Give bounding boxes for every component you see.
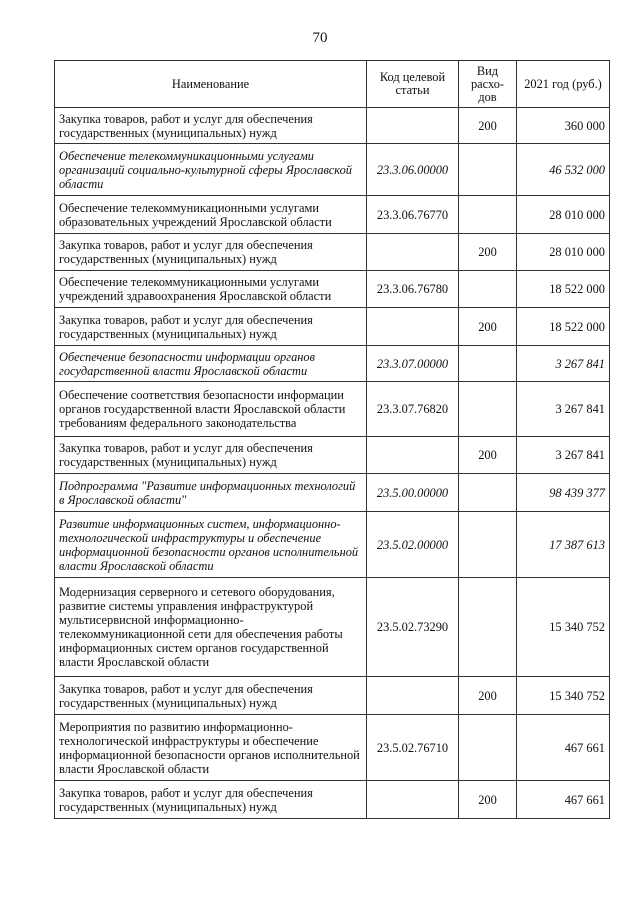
- table-row: [55, 196, 610, 234]
- cell-type: 200: [459, 308, 517, 346]
- cell-code: [367, 677, 459, 715]
- cell-code: [367, 234, 459, 271]
- cell-code: 23.3.07.00000: [367, 346, 459, 382]
- table-row: [55, 715, 610, 781]
- table-row: [55, 271, 610, 308]
- cell-amount: 98 439 377: [517, 474, 610, 512]
- cell-code: 23.5.02.76710: [367, 715, 459, 781]
- cell-name: Закупка товаров, работ и услуг для обеспечения государственных (муниципальных) нужд: [55, 234, 367, 271]
- cell-amount: 46 532 000: [517, 144, 610, 196]
- cell-type: [459, 271, 517, 308]
- cell-name: Подпрограмма "Развитие информационных технологий в Ярославской области": [55, 474, 367, 512]
- cell-name: Мероприятия по развитию информационно-технологической инфраструктуры и обеспечение информационной безопасности органов исполнительной власти Ярославской области: [55, 715, 367, 781]
- table-row: [55, 108, 610, 144]
- cell-type: [459, 578, 517, 677]
- cell-amount: 18 522 000: [517, 271, 610, 308]
- table-row: [55, 677, 610, 715]
- table-body: [55, 108, 610, 819]
- cell-code: [367, 781, 459, 819]
- cell-name: Обеспечение телекоммуникационными услугами учреждений здравоохранения Ярославской области: [55, 271, 367, 308]
- cell-code: 23.3.06.76770: [367, 196, 459, 234]
- cell-code: [367, 108, 459, 144]
- cell-type: [459, 382, 517, 437]
- cell-type: [459, 512, 517, 578]
- cell-amount: 15 340 752: [517, 578, 610, 677]
- cell-amount: 17 387 613: [517, 512, 610, 578]
- table-row: [55, 234, 610, 271]
- page-number: 70: [312, 30, 328, 46]
- cell-amount: 3 267 841: [517, 346, 610, 382]
- cell-code: 23.3.06.76780: [367, 271, 459, 308]
- header-code-label: Код целевой статьи: [379, 70, 446, 97]
- cell-name: Модернизация серверного и сетевого оборудования, развитие системы управления инфраструктурой мультисервисной информационно-телекоммуникационной сети для обеспечения работы информационных систем органов государственной власти Ярославской области: [55, 578, 367, 677]
- table-row: [55, 382, 610, 437]
- header-code: [367, 61, 459, 108]
- table-row: [55, 437, 610, 474]
- cell-amount: 28 010 000: [517, 196, 610, 234]
- header-name: Наименование: [55, 61, 367, 108]
- cell-name: Обеспечение соответствия безопасности информации органов государственной власти Ярославской области требованиям федерального законодательства: [55, 382, 367, 437]
- cell-name: Закупка товаров, работ и услуг для обеспечения государственных (муниципальных) нужд: [55, 677, 367, 715]
- header-row: [55, 61, 610, 108]
- cell-type: [459, 715, 517, 781]
- cell-name: Обеспечение телекоммуникационными услугами организаций социально-культурной сферы Ярославской области: [55, 144, 367, 196]
- cell-amount: 15 340 752: [517, 677, 610, 715]
- cell-type: 200: [459, 234, 517, 271]
- cell-code: 23.5.02.00000: [367, 512, 459, 578]
- cell-amount: 467 661: [517, 781, 610, 819]
- cell-type: 200: [459, 677, 517, 715]
- cell-type: 200: [459, 108, 517, 144]
- header-type-label: Вид расхо-дов: [470, 63, 505, 104]
- cell-code: 23.5.00.00000: [367, 474, 459, 512]
- table-row: [55, 308, 610, 346]
- cell-code: [367, 437, 459, 474]
- cell-name: Закупка товаров, работ и услуг для обеспечения государственных (муниципальных) нужд: [55, 437, 367, 474]
- cell-type: [459, 474, 517, 512]
- cell-amount: 467 661: [517, 715, 610, 781]
- cell-type: [459, 346, 517, 382]
- cell-name: Закупка товаров, работ и услуг для обеспечения государственных (муниципальных) нужд: [55, 781, 367, 819]
- cell-type: [459, 144, 517, 196]
- cell-name: Закупка товаров, работ и услуг для обеспечения государственных (муниципальных) нужд: [55, 308, 367, 346]
- table-row: [55, 781, 610, 819]
- cell-type: 200: [459, 781, 517, 819]
- cell-type: [459, 196, 517, 234]
- cell-code: [367, 308, 459, 346]
- budget-table: [54, 60, 610, 819]
- cell-type: 200: [459, 437, 517, 474]
- table-row: [55, 512, 610, 578]
- table-row: [55, 144, 610, 196]
- header-type: [459, 61, 517, 108]
- header-amount: 2021 год (руб.): [517, 61, 610, 108]
- table-row: [55, 346, 610, 382]
- cell-amount: 18 522 000: [517, 308, 610, 346]
- table-row: [55, 578, 610, 677]
- cell-name: Развитие информационных систем, информационно-технологической инфраструктуры и обеспечение информационной безопасности органов исполнительной власти Ярославской области: [55, 512, 367, 578]
- table-row: [55, 474, 610, 512]
- cell-code: 23.5.02.73290: [367, 578, 459, 677]
- cell-code: 23.3.07.76820: [367, 382, 459, 437]
- cell-amount: 360 000: [517, 108, 610, 144]
- cell-amount: 28 010 000: [517, 234, 610, 271]
- cell-amount: 3 267 841: [517, 437, 610, 474]
- cell-code: 23.3.06.00000: [367, 144, 459, 196]
- cell-name: Обеспечение безопасности информации органов государственной власти Ярославской области: [55, 346, 367, 382]
- cell-name: Обеспечение телекоммуникационными услугами образовательных учреждений Ярославской области: [55, 196, 367, 234]
- cell-amount: 3 267 841: [517, 382, 610, 437]
- cell-name: Закупка товаров, работ и услуг для обеспечения государственных (муниципальных) нужд: [55, 108, 367, 144]
